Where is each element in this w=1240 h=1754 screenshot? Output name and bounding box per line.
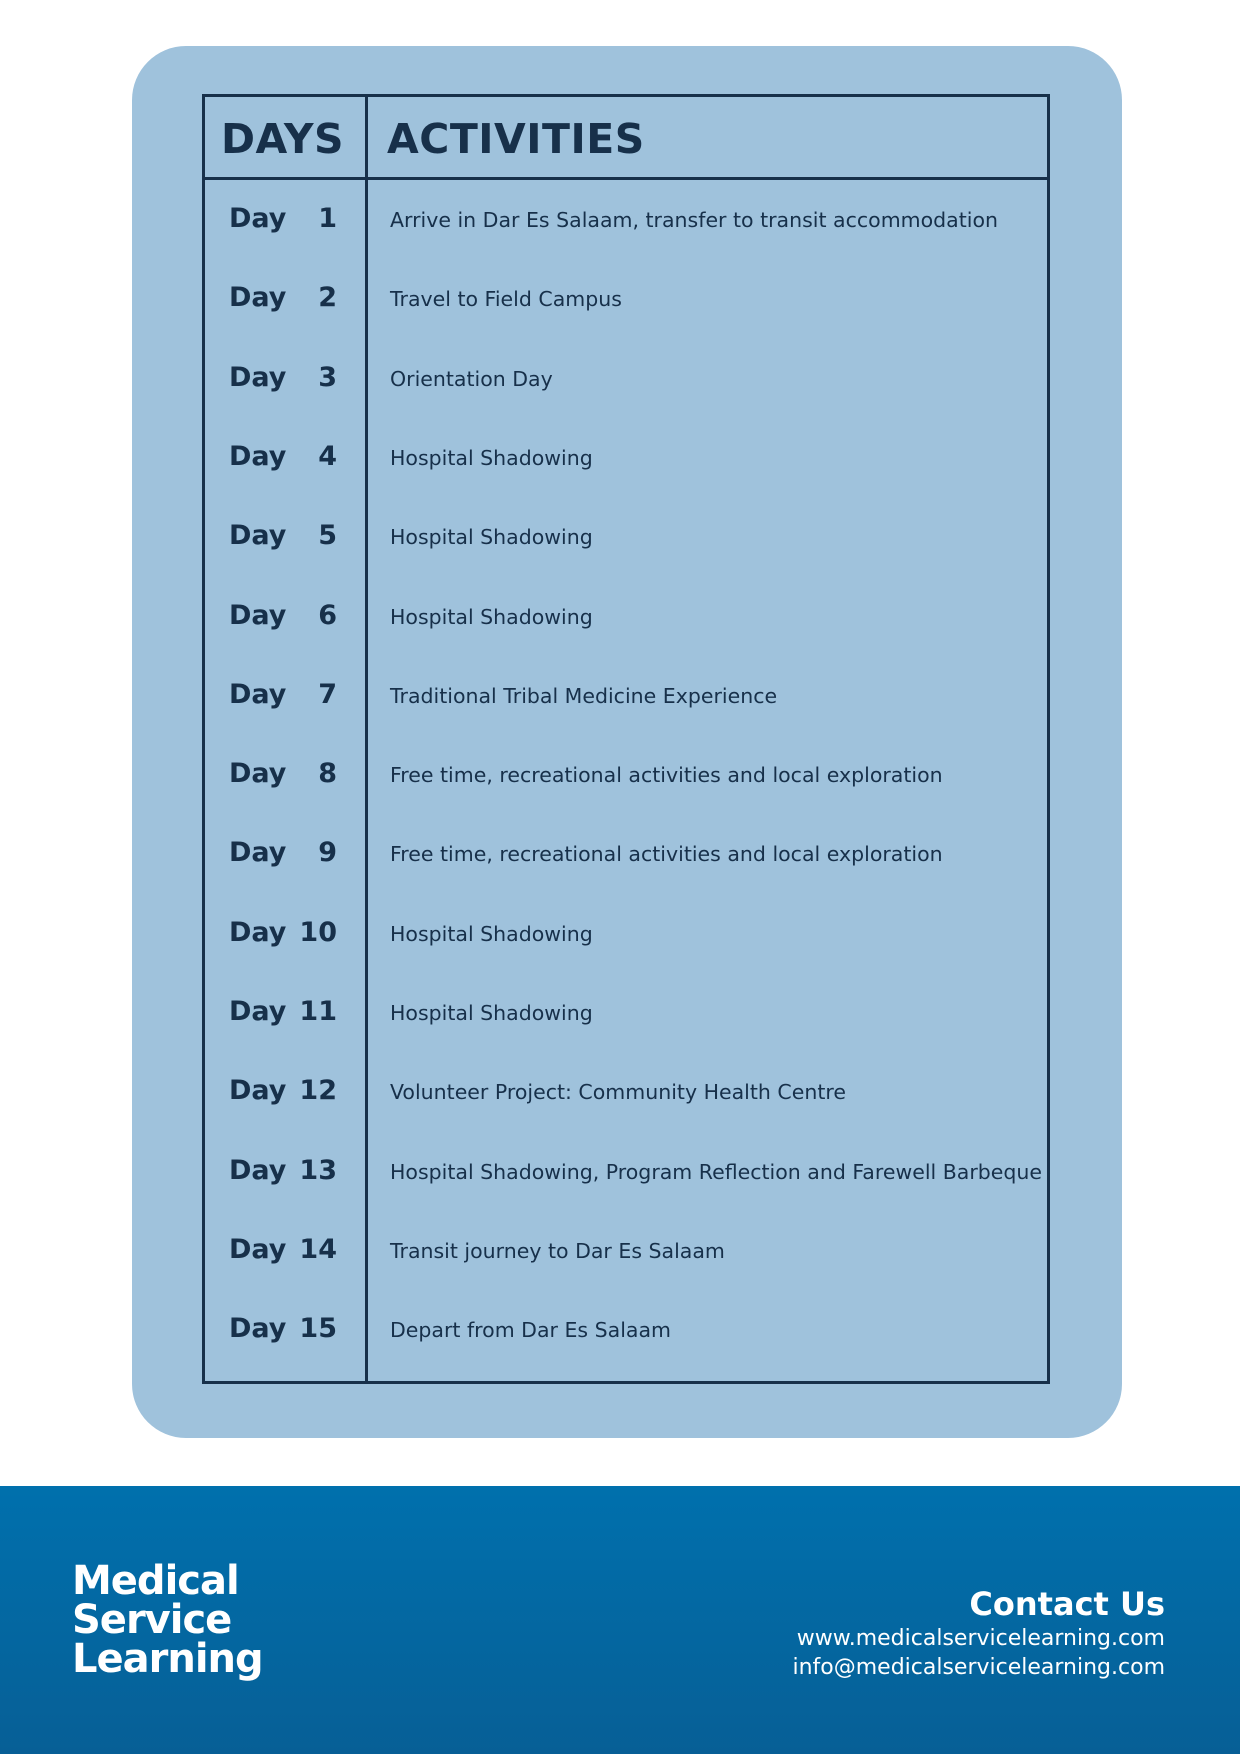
table-row [205, 1132, 1047, 1211]
day-label: Day [229, 916, 287, 948]
day-number: 3 [318, 361, 337, 393]
table-row [205, 1211, 1047, 1290]
table-row [205, 656, 1047, 735]
day-label: Day [229, 361, 287, 393]
day-number: 12 [299, 1075, 337, 1107]
website-link[interactable]: www.medicalservicelearning.com [796, 1626, 1165, 1651]
day-number: 10 [299, 916, 337, 948]
table-row [205, 180, 1047, 259]
table-row [205, 339, 1047, 418]
day-number: 2 [318, 282, 337, 314]
day-label: Day [229, 1313, 287, 1345]
email-link[interactable]: info@medicalservicelearning.com [792, 1655, 1165, 1680]
day-label: Day [229, 599, 287, 631]
table-row [205, 735, 1047, 814]
day-number: 1 [318, 203, 337, 234]
contact-block [792, 1584, 1165, 1682]
day-number: 9 [318, 837, 337, 869]
day-label: Day [229, 758, 287, 790]
day-number: 5 [318, 520, 337, 552]
day-label: Day [229, 1154, 287, 1186]
day-label: Day [229, 678, 287, 710]
activity-text: Travel to Field Campus [390, 287, 622, 312]
day-number: 15 [299, 1313, 337, 1345]
logo-line: Service [72, 1597, 232, 1643]
day-label: Day [229, 520, 287, 552]
table-row [205, 973, 1047, 1052]
table-row [205, 1052, 1047, 1131]
day-number: 8 [318, 758, 337, 790]
day-label: Day [229, 440, 287, 472]
table-row [205, 814, 1047, 893]
day-number: 6 [318, 599, 337, 631]
day-label: Day [229, 1075, 287, 1107]
day-label: Day [229, 282, 287, 314]
day-number: 7 [318, 678, 337, 710]
day-number: 13 [299, 1154, 337, 1186]
day-label: Day [229, 1233, 287, 1265]
activity-text: Free time, recreational activities and local exploration [390, 842, 943, 867]
activity-text: Hospital Shadowing [390, 445, 593, 470]
activity-text: Orientation Day [390, 366, 553, 391]
table-row [205, 577, 1047, 656]
activity-text: Transit journey to Dar Es Salaam [390, 1238, 725, 1263]
activity-text: Free time, recreational activities and local exploration [390, 763, 943, 788]
activity-text: Volunteer Project: Community Health Centre [390, 1080, 846, 1105]
logo-line: Learning [72, 1636, 263, 1682]
logo-line: Medical [72, 1558, 239, 1604]
contact-title: Contact Us [969, 1585, 1165, 1623]
day-number: 14 [299, 1233, 337, 1265]
activity-text: Depart from Dar Es Salaam [390, 1318, 671, 1343]
day-label: Day [229, 996, 287, 1027]
table-row [205, 259, 1047, 338]
days-column-header: DAYS [221, 115, 345, 163]
table-row [205, 1290, 1047, 1369]
table-row [205, 497, 1047, 576]
table-row [205, 894, 1047, 973]
medical-service-learning-logo [72, 1558, 263, 1682]
activities-column-header: ACTIVITIES [387, 115, 645, 163]
activity-text: Arrive in Dar Es Salaam, transfer to transit accommodation [390, 208, 999, 232]
activity-text: Hospital Shadowing [390, 525, 593, 550]
activity-text: Traditional Tribal Medicine Experience [390, 683, 778, 708]
footer-banner [0, 1486, 1240, 1754]
day-number: 11 [299, 996, 337, 1027]
itinerary-table [202, 94, 1050, 1384]
activity-text: Hospital Shadowing [390, 1001, 593, 1025]
day-label: Day [229, 837, 287, 869]
activity-text: Hospital Shadowing, Program Reflection and Farewell Barbeque [390, 1159, 1043, 1184]
table-row [205, 418, 1047, 497]
activity-text: Hospital Shadowing [390, 604, 593, 629]
day-number: 4 [318, 440, 337, 472]
activity-text: Hospital Shadowing [390, 921, 593, 946]
day-label: Day [229, 203, 287, 234]
